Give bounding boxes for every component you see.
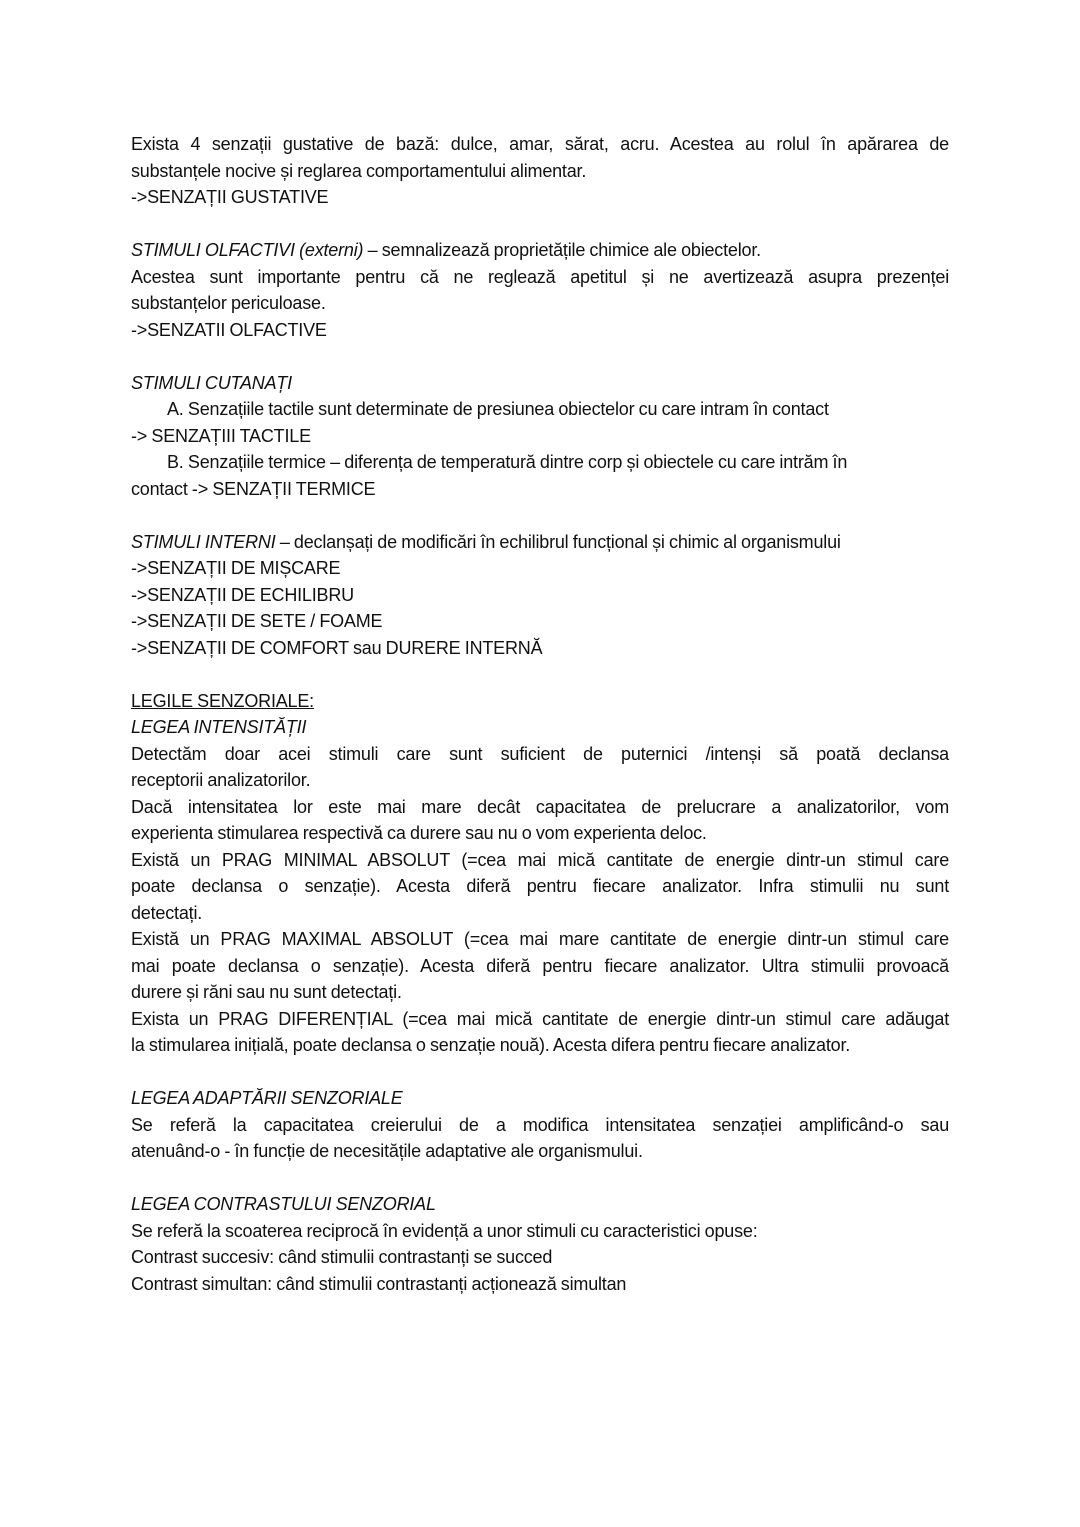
interni-result: ->SENZAȚII DE MIȘCARE	[131, 558, 341, 578]
spacer	[131, 343, 949, 370]
intensitatii-line: Există un PRAG MINIMAL ABSOLUT (=cea mai mică cantitate de energie dintr-un stimul care	[131, 849, 949, 870]
interni-heading: STIMULI INTERNI	[131, 531, 276, 552]
adaptarii-line: Se referă la capacitatea creierului de a modifica intensitatea senzației amplificând-o sau	[131, 1114, 949, 1135]
spacer	[131, 211, 949, 238]
intensitatii-heading: LEGEA INTENSITĂȚII	[131, 717, 307, 737]
intensitatii-line: Exista un PRAG DIFERENȚIAL (=cea mai mică cantitate de energie dintr-un stimul care adăugat	[131, 1008, 949, 1029]
intensitatii-line: experienta stimularea respectivă ca durere sau nu o vom experienta deloc.	[131, 823, 707, 843]
intensitatii-line: Detectăm doar acei stimuli care sunt suficient de puternici /intenși să poată declansa	[131, 743, 949, 764]
adaptarii-line: atenuând-o - în funcție de necesitățile adaptative ale organismului.	[131, 1141, 643, 1161]
gustative-paragraph-line: Exista 4 senzații gustative de bază: dulce, amar, sărat, acru. Acestea au rolul în apărarea de	[131, 134, 949, 154]
intensitatii-line: poate declansa o senzație). Acesta diferă pentru fiecare analizator. Infra stimulii nu sunt	[131, 876, 949, 896]
olfactivi-heading-line	[131, 237, 949, 264]
olfactivi-description: – semnalizează proprietățile chimice ale obiectelor.	[363, 240, 761, 260]
interni-result: ->SENZAȚII DE COMFORT sau DURERE INTERNĂ	[131, 637, 543, 658]
gustative-result: ->SENZAȚII GUSTATIVE	[131, 187, 329, 207]
contrastului-line: Se referă la scoaterea reciprocă în evidență a unor stimuli cu caracteristici opuse:	[131, 1220, 758, 1241]
olfactivi-heading: STIMULI OLFACTIVI (externi)	[131, 240, 364, 260]
cutanati-item-b-result: contact -> SENZAȚII TERMICE	[131, 478, 376, 499]
olfactivi-result: ->SENZATII OLFACTIVE	[131, 319, 327, 340]
spacer	[131, 1165, 949, 1192]
olfactivi-paragraph-line: substanțelor periculoase.	[131, 293, 326, 313]
document-page	[131, 131, 949, 1297]
intensitatii-line: la stimularea inițială, poate declansa o senzație nouă). Acesta difera pentru fiecare analizator.	[131, 1035, 851, 1055]
cutanati-item-b: B. Senzațiile termice – diferența de temperatură dintre corp și obiectele cu care intrăm în	[167, 452, 848, 472]
contrastului-heading: LEGEA CONTRASTULUI SENZORIAL	[131, 1194, 436, 1214]
spacer	[131, 661, 949, 688]
spacer	[131, 1059, 949, 1086]
intensitatii-line: Există un PRAG MAXIMAL ABSOLUT (=cea mai mare cantitate de energie dintr-un stimul care	[131, 929, 949, 949]
interni-result: ->SENZAȚII DE SETE / FOAME	[131, 611, 383, 631]
intensitatii-line: receptorii analizatorilor.	[131, 770, 311, 790]
spacer	[131, 502, 949, 529]
contrastului-line: Contrast succesiv: când stimulii contrastanți se succed	[131, 1247, 553, 1267]
olfactivi-paragraph-line: Acestea sunt importante pentru că ne reglează apetitul și ne avertizează asupra prezenței	[131, 266, 949, 287]
intensitatii-line: Dacă intensitatea lor este mai mare decât capacitatea de prelucrare a analizatorilor, vom	[131, 796, 949, 817]
intensitatii-line: detectați.	[131, 902, 203, 923]
adaptarii-heading: LEGEA ADAPTĂRII SENZORIALE	[131, 1088, 403, 1108]
interni-description: – declanșați de modificări în echilibrul funcțional și chimic al organismului	[275, 531, 841, 552]
interni-heading-line	[131, 529, 949, 556]
intensitatii-line: durere și răni sau nu sunt detectați.	[131, 982, 402, 1002]
interni-result: ->SENZAȚII DE ECHILIBRU	[131, 584, 354, 605]
contrastului-line: Contrast simultan: când stimulii contrastanți acționează simultan	[131, 1273, 627, 1294]
legile-title: LEGILE SENZORIALE:	[131, 690, 314, 711]
gustative-paragraph-line: substanțele nocive și reglarea comportamentului alimentar.	[131, 160, 587, 181]
cutanati-item-a: A. Senzațiile tactile sunt determinate de presiunea obiectelor cu care intram în contact	[167, 399, 829, 419]
legile-title-line	[131, 688, 949, 715]
cutanati-heading: STIMULI CUTANAȚI	[131, 372, 292, 393]
cutanati-item-a-result: -> SENZAȚIII TACTILE	[131, 425, 311, 446]
intensitatii-line: mai poate declansa o senzație). Acesta diferă pentru fiecare analizator. Ultra stimulii provoacă	[131, 955, 949, 976]
